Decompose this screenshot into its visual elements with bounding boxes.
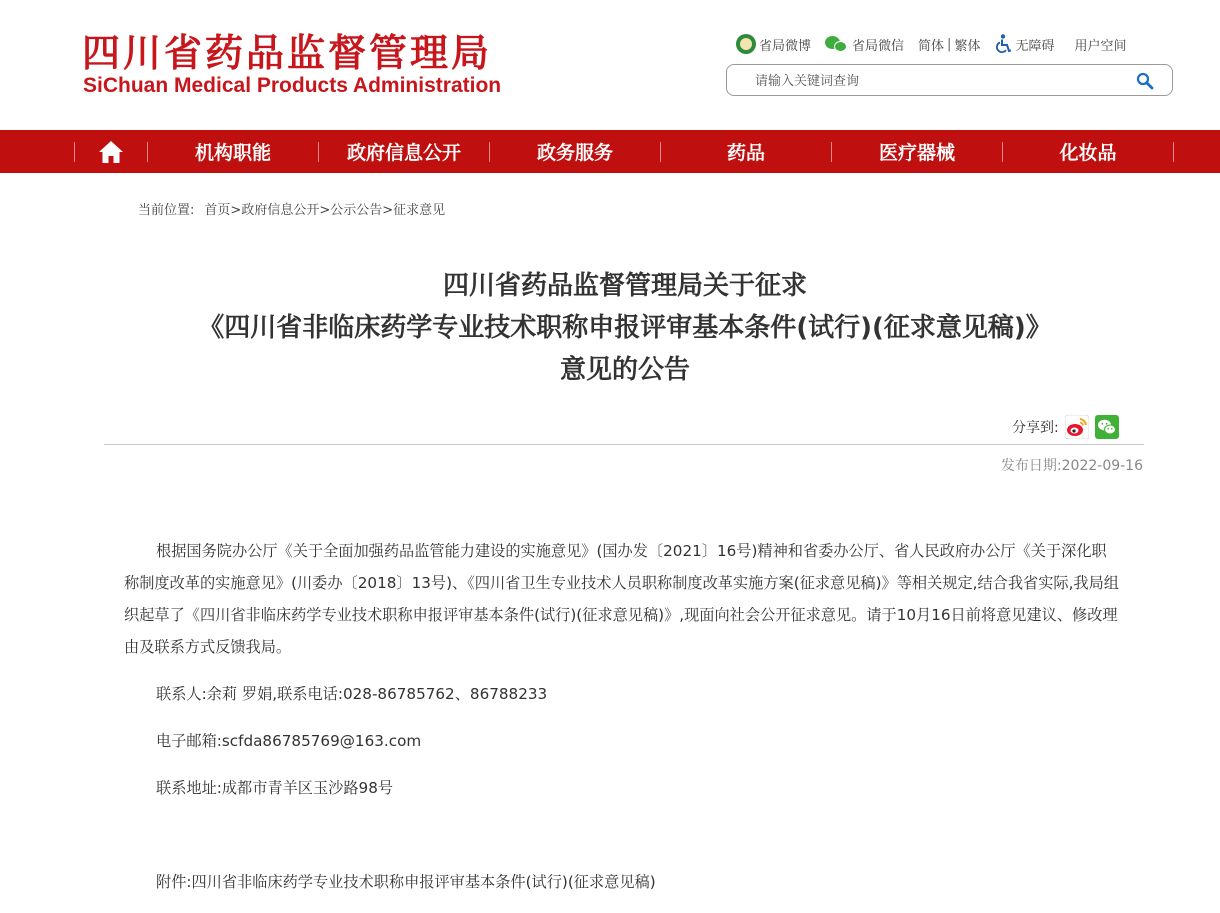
article-title-line-1: 四川省药品监督管理局关于征求 bbox=[442, 271, 807, 301]
accessibility-link[interactable] bbox=[996, 34, 1054, 54]
contact-person: 联系人:余莉 罗娟,联系电话:028-86785762、86788233 bbox=[156, 685, 548, 703]
article-lead-paragraph: 根据国务院办公厅《关于全面加强药品监管能力建设的实施意见》(国办发〔2021〕16号)精神和省委办公厅、省人民政府办公厅《关于深化职称制度改革的实施意见》(川委办〔2018〕13号)、《四川省卫生专业技术人员职称制度改革实施方案(征求意见稿)》等相关规定,结合我省实际,我局组织起草了《四川省非临床药学专业技术职称申报评审基本条件(试行)(征求意见稿)》,现面向社会公开征求意见。请于10月16日前将意见建议、修改理由及联系方式反馈我局。 bbox=[124, 542, 1119, 656]
search-icon[interactable] bbox=[1136, 72, 1154, 90]
title-divider bbox=[104, 444, 1144, 445]
nav-home[interactable] bbox=[75, 130, 147, 173]
simplified-chinese-link[interactable]: 简体 bbox=[918, 38, 945, 54]
article-body bbox=[124, 535, 1120, 891]
weibo-share-icon[interactable] bbox=[1065, 415, 1089, 439]
article-title-line-2: 《四川省非临床药学专业技术职称申报评审基本条件(试行)(征求意见稿)》 bbox=[198, 313, 1052, 343]
contact-email[interactable]: 电子邮箱:scfda86785769@163.com bbox=[156, 732, 422, 750]
weibo-label: 省局微博 bbox=[759, 38, 812, 54]
breadcrumb-label: 当前位置: bbox=[138, 203, 195, 218]
share-label: 分享到: bbox=[1012, 420, 1059, 436]
weibo-link[interactable] bbox=[736, 34, 811, 54]
article-title-line-3: 意见的公告 bbox=[559, 355, 690, 385]
publish-date: 发布日期:2022-09-16 bbox=[1000, 458, 1143, 474]
wechat-share-icon[interactable] bbox=[1095, 415, 1119, 439]
wechat-label: 省局微信 bbox=[852, 38, 905, 54]
breadcrumb-home[interactable]: 首页 bbox=[204, 203, 231, 218]
accessibility-label: 无障碍 bbox=[1015, 38, 1055, 54]
share-bar bbox=[1012, 414, 1119, 440]
nav-item-gov-info[interactable]: 政府信息公开 bbox=[346, 142, 461, 164]
nav-item-devices[interactable]: 医疗器械 bbox=[878, 142, 955, 164]
breadcrumb-announcements[interactable]: 公示公告 bbox=[330, 203, 383, 218]
site-logo-chinese[interactable]: 四川省药品监督管理局 bbox=[82, 31, 493, 75]
nav-item-drugs[interactable]: 药品 bbox=[726, 142, 765, 164]
contact-address: 联系地址:成都市青羊区玉沙路98号 bbox=[156, 779, 394, 797]
home-icon bbox=[98, 140, 124, 164]
nav-divider bbox=[1173, 142, 1174, 162]
user-space-link[interactable]: 用户空间 bbox=[1074, 38, 1127, 54]
breadcrumb-sep: > bbox=[382, 203, 394, 218]
language-divider: | bbox=[947, 36, 952, 52]
top-links bbox=[736, 32, 1126, 56]
weibo-icon bbox=[736, 34, 756, 54]
breadcrumb-consultation[interactable]: 征求意见 bbox=[393, 203, 446, 218]
site-logo-english[interactable]: SiChuan Medical Products Administration bbox=[83, 74, 502, 97]
attachment-link[interactable]: 附件:四川省非临床药学专业技术职称申报评审基本条件(试行)(征求意见稿) bbox=[156, 873, 656, 891]
nav-item-cosmetics[interactable]: 化妆品 bbox=[1059, 142, 1117, 164]
traditional-chinese-link[interactable]: 繁体 bbox=[954, 38, 981, 54]
search-input[interactable] bbox=[755, 71, 1125, 91]
wechat-icon bbox=[825, 35, 849, 53]
breadcrumb bbox=[138, 202, 445, 220]
nav-item-institution[interactable]: 机构职能 bbox=[194, 142, 271, 164]
wechat-link[interactable] bbox=[825, 35, 904, 54]
nav-item-services[interactable]: 政务服务 bbox=[536, 142, 613, 164]
breadcrumb-sep: > bbox=[230, 203, 242, 218]
search-box bbox=[726, 64, 1173, 96]
main-nav bbox=[0, 130, 1220, 173]
breadcrumb-gov-info[interactable]: 政府信息公开 bbox=[241, 203, 320, 218]
accessibility-icon bbox=[996, 34, 1012, 54]
site-header bbox=[0, 0, 1220, 130]
breadcrumb-sep: > bbox=[319, 203, 331, 218]
